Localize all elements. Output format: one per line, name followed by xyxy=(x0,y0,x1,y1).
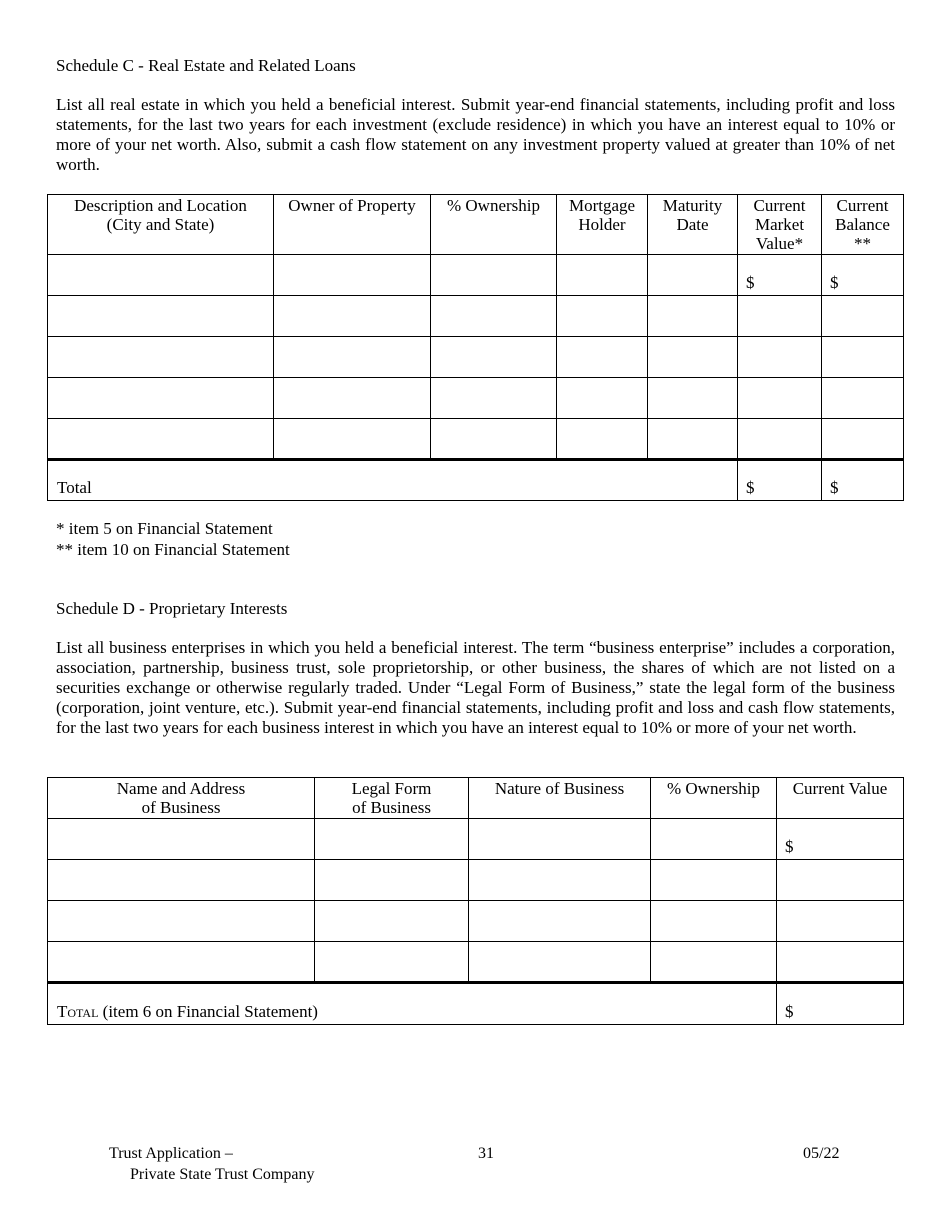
col-ownership: % Ownership xyxy=(651,778,777,819)
page-number: 31 xyxy=(478,1145,494,1162)
form-cell[interactable] xyxy=(48,296,274,337)
form-cell[interactable] xyxy=(315,901,469,942)
form-cell[interactable] xyxy=(48,860,315,901)
form-cell[interactable] xyxy=(48,378,274,419)
form-cell[interactable] xyxy=(315,819,469,860)
form-cell[interactable] xyxy=(822,378,904,419)
form-cell[interactable] xyxy=(469,901,651,942)
form-cell[interactable] xyxy=(48,942,315,983)
form-cell[interactable] xyxy=(738,419,822,460)
form-cell[interactable] xyxy=(738,378,822,419)
col-business-name: Name and Address of Business xyxy=(48,778,315,819)
col-owner: Owner of Property xyxy=(274,195,431,255)
form-cell[interactable] xyxy=(648,419,738,460)
schedule-c-total-row xyxy=(48,460,904,501)
col-description: Description and Location (City and State) xyxy=(48,195,274,255)
col-ownership: % Ownership xyxy=(431,195,557,255)
schedule-d-instructions: List all business enterprises in which you held a beneficial interest. The term “business enterprise” includes a corporation, association, partnership, business trust, sole proprietorship, or other business, the shares of which are not listed on a securities exchange or otherwise regularly traded. Under “Legal Form of Business,” state the legal form of the business (corporation, joint venture, etc.). Submit year-end financial statements, including profit and loss and cash flow statements, for the last two years for each business interest in which you have an interest equal to 10% or more of your net worth. xyxy=(56,638,895,737)
col-mortgage-holder: Mortgage Holder xyxy=(557,195,648,255)
form-cell[interactable] xyxy=(651,901,777,942)
schedule-d-table xyxy=(47,777,904,1025)
current-value-cell[interactable]: $ xyxy=(777,819,904,860)
col-nature-of-business: Nature of Business xyxy=(469,778,651,819)
form-cell[interactable] xyxy=(315,860,469,901)
schedule-d-total-row xyxy=(48,983,904,1025)
form-cell[interactable] xyxy=(557,255,648,296)
schedule-d-header-row xyxy=(48,778,904,819)
table-row xyxy=(48,337,904,378)
col-legal-form: Legal Form of Business xyxy=(315,778,469,819)
form-cell[interactable] xyxy=(648,255,738,296)
form-cell[interactable] xyxy=(557,419,648,460)
table-row xyxy=(48,378,904,419)
schedule-c-instructions: List all real estate in which you held a beneficial interest. Submit year-end financial statements, including profit and loss statements, for the last two years for each investment (exclude residence) in which you have an interest equal to 10% or more of your net worth. Also, submit a cash flow statement on any investment property valued at greater than 10% of net worth. xyxy=(56,95,895,174)
form-cell[interactable] xyxy=(274,419,431,460)
form-cell[interactable] xyxy=(822,296,904,337)
table-row xyxy=(48,419,904,460)
balance-cell[interactable]: $ xyxy=(822,255,904,296)
form-cell[interactable] xyxy=(777,942,904,983)
form-cell[interactable] xyxy=(48,419,274,460)
form-cell[interactable] xyxy=(431,378,557,419)
table-row xyxy=(48,942,904,983)
form-cell[interactable] xyxy=(431,419,557,460)
form-cell[interactable] xyxy=(738,337,822,378)
form-cell[interactable] xyxy=(648,378,738,419)
form-cell[interactable] xyxy=(315,942,469,983)
schedule-c-title: Schedule C - Real Estate and Related Loans xyxy=(56,56,356,75)
total-balance-cell[interactable]: $ xyxy=(822,460,904,501)
form-cell[interactable] xyxy=(648,337,738,378)
form-cell[interactable] xyxy=(48,337,274,378)
table-row xyxy=(48,255,904,296)
form-cell[interactable] xyxy=(822,337,904,378)
schedule-c-table xyxy=(47,194,904,501)
form-cell[interactable] xyxy=(557,296,648,337)
form-cell[interactable] xyxy=(651,860,777,901)
table-row xyxy=(48,296,904,337)
form-cell[interactable] xyxy=(274,337,431,378)
form-cell[interactable] xyxy=(431,296,557,337)
form-cell[interactable] xyxy=(48,819,315,860)
col-current-value: Current Value xyxy=(777,778,904,819)
footer-title: Trust Application – Private State Trust Company xyxy=(109,1145,315,1183)
form-cell[interactable] xyxy=(274,296,431,337)
form-cell[interactable] xyxy=(48,255,274,296)
form-cell[interactable] xyxy=(822,419,904,460)
col-market-value: Current Market Value* xyxy=(738,195,822,255)
form-cell[interactable] xyxy=(469,860,651,901)
form-cell[interactable] xyxy=(274,378,431,419)
form-cell[interactable] xyxy=(651,819,777,860)
total-market-value-cell[interactable]: $ xyxy=(738,460,822,501)
form-cell[interactable] xyxy=(777,901,904,942)
revision-date: 05/22 xyxy=(803,1145,840,1162)
total-current-value-cell[interactable]: $ xyxy=(777,983,904,1025)
form-cell[interactable] xyxy=(557,337,648,378)
schedule-c-header-row xyxy=(48,195,904,255)
col-maturity-date: Maturity Date xyxy=(648,195,738,255)
footnote-item-5: * item 5 on Financial Statement xyxy=(56,519,273,538)
market-value-cell[interactable]: $ xyxy=(738,255,822,296)
table-row xyxy=(48,860,904,901)
form-cell[interactable] xyxy=(48,901,315,942)
form-cell[interactable] xyxy=(648,296,738,337)
footnote-item-10: ** item 10 on Financial Statement xyxy=(56,540,290,559)
form-cell[interactable] xyxy=(431,337,557,378)
form-cell[interactable] xyxy=(274,255,431,296)
form-cell[interactable] xyxy=(557,378,648,419)
table-row xyxy=(48,819,904,860)
form-cell[interactable] xyxy=(777,860,904,901)
form-cell[interactable] xyxy=(469,942,651,983)
form-cell[interactable] xyxy=(469,819,651,860)
schedule-d-title: Schedule D - Proprietary Interests xyxy=(56,599,288,618)
col-current-balance: Current Balance ** xyxy=(822,195,904,255)
form-cell[interactable] xyxy=(431,255,557,296)
table-row xyxy=(48,901,904,942)
total-label: Total (item 6 on Financial Statement) xyxy=(48,983,777,1025)
form-cell[interactable] xyxy=(651,942,777,983)
form-cell[interactable] xyxy=(738,296,822,337)
total-label: Total xyxy=(48,460,738,501)
